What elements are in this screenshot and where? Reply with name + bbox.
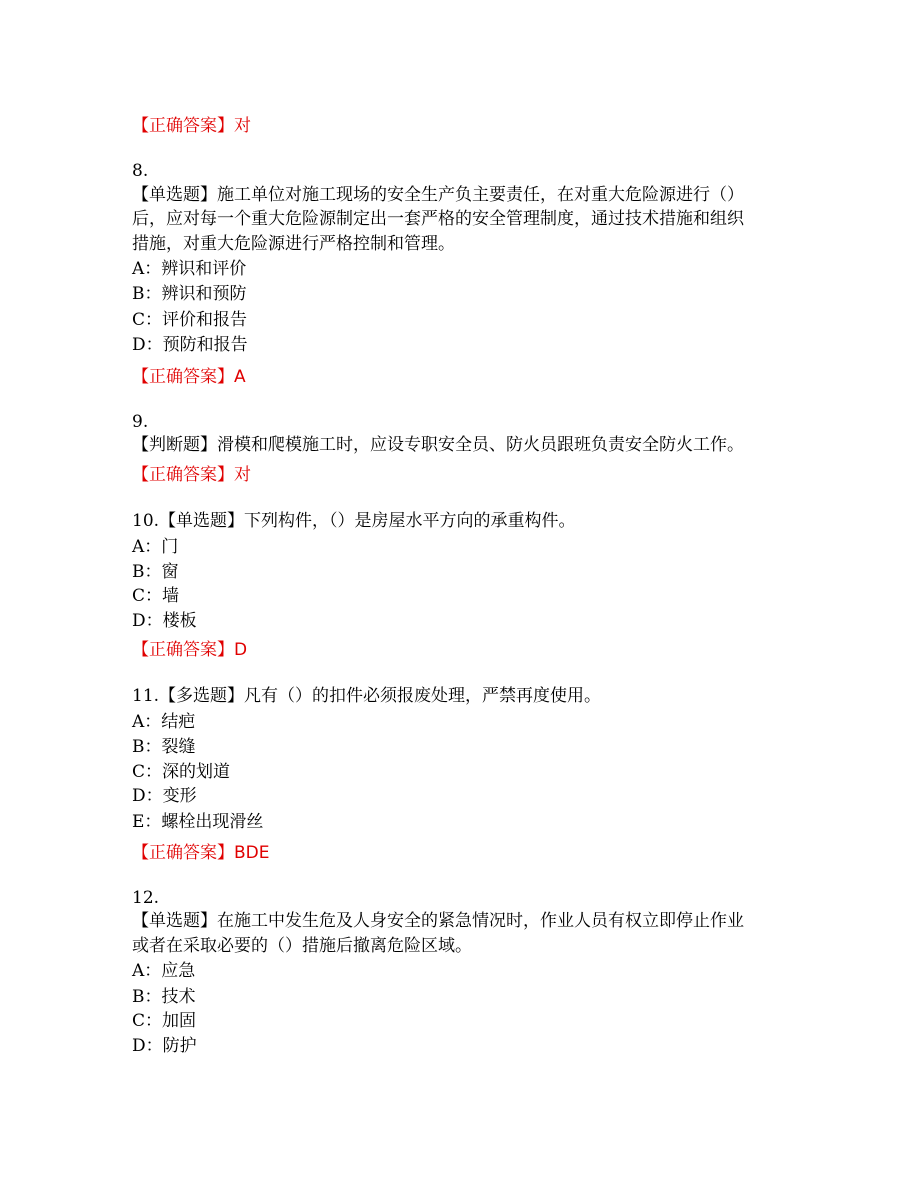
question-10-option-d: D：楼板 — [132, 611, 197, 631]
question-10-option-b: B：窗 — [132, 562, 179, 582]
question-8-option-b: B：辨识和预防 — [132, 284, 247, 304]
answer-q11: 【正确答案】BDE — [132, 843, 270, 863]
question-11-text-line-1: 11.【多选题】凡有（）的扣件必须报废处理，严禁再度使用。 — [132, 686, 602, 706]
question-11-option-c: C：深的划道 — [132, 762, 231, 782]
question-12-text-line-1: 【单选题】在施工中发生危及人身安全的紧急情况时，作业人员有权立即停止作业 — [132, 911, 744, 931]
question-12-number: 12. — [132, 888, 160, 908]
question-12-text-line-2: 或者在采取必要的（）措施后撤离危险区域。 — [132, 936, 472, 956]
question-9-number: 9. — [132, 412, 149, 432]
question-10-option-a: A：门 — [132, 537, 179, 557]
answer-q10: 【正确答案】D — [132, 640, 248, 660]
answer-q7: 【正确答案】对 — [132, 116, 251, 136]
question-8-text-line-1: 【单选题】施工单位对施工现场的安全生产负主要责任，在对重大危险源进行（） — [132, 185, 744, 205]
question-8-text-line-2: 后，应对每一个重大危险源制定出一套严格的安全管理制度，通过技术措施和组织 — [132, 209, 744, 229]
question-11-option-d: D：变形 — [132, 786, 197, 806]
answer-q8: 【正确答案】A — [132, 367, 246, 387]
answer-q9: 【正确答案】对 — [132, 465, 251, 485]
question-12-option-c: C：加固 — [132, 1011, 197, 1031]
question-8-option-a: A：辨识和评价 — [132, 259, 247, 279]
question-8-number: 8. — [132, 161, 149, 181]
question-8-option-d: D：预防和报告 — [132, 335, 248, 355]
question-12-option-b: B：技术 — [132, 987, 196, 1007]
question-12-option-d: D：防护 — [132, 1036, 197, 1056]
question-11-option-a: A：结疤 — [132, 712, 196, 732]
question-8-text-line-3: 措施，对重大危险源进行严格控制和管理。 — [132, 234, 455, 254]
question-8-option-c: C：评价和报告 — [132, 310, 248, 330]
question-10-text-line-1: 10.【单选题】下列构件，（）是房屋水平方向的承重构件。 — [132, 511, 576, 531]
question-10-option-c: C：墙 — [132, 586, 180, 606]
question-11-option-b: B：裂缝 — [132, 737, 196, 757]
question-11-option-e: E：螺栓出现滑丝 — [132, 812, 264, 832]
question-9-text-line-1: 【判断题】滑模和爬模施工时，应设专职安全员、防火员跟班负责安全防火工作。 — [132, 435, 744, 455]
question-12-option-a: A：应急 — [132, 961, 196, 981]
